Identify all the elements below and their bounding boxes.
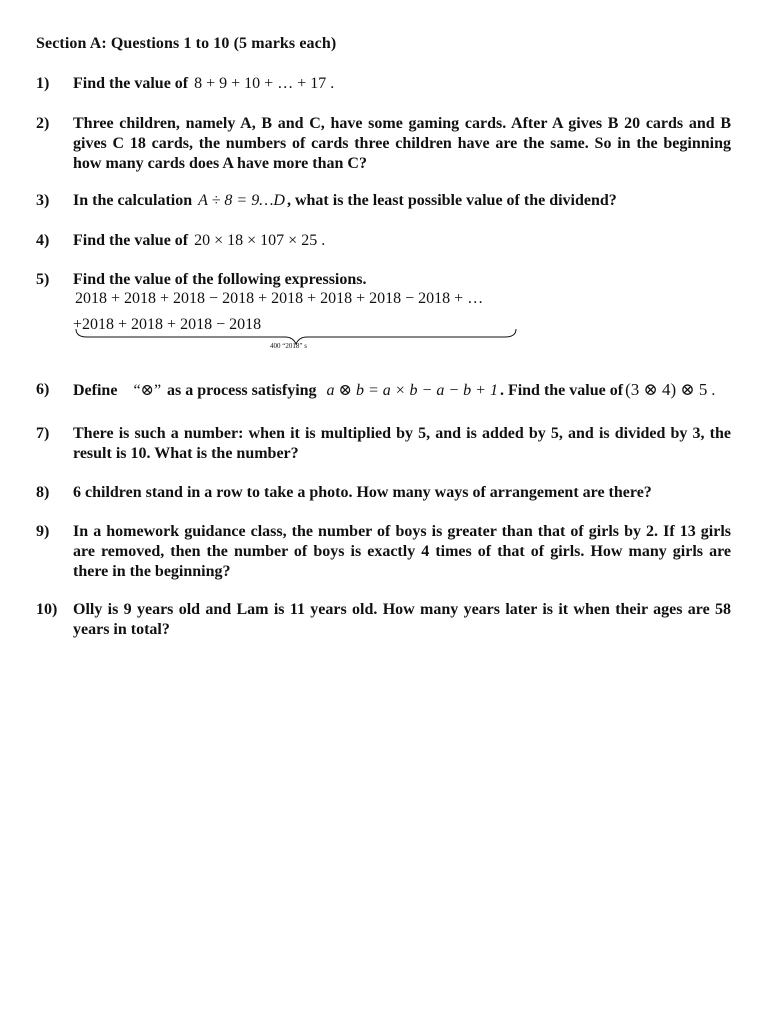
question-text-2: as a process satisfying <box>167 382 317 399</box>
question-text-3: . Find the value of <box>499 382 624 399</box>
question-8 <box>36 483 731 503</box>
math-tail: . <box>321 232 326 249</box>
question-number: 6) <box>36 381 50 398</box>
evaluate-expression: (3 ⊗ 4) ⊗ 5 <box>625 380 708 399</box>
question-4 <box>36 231 731 251</box>
math-expression: 8 + 9 + 10 + … + 17 <box>194 75 327 92</box>
question-3 <box>36 191 731 211</box>
expression-line-2: +2018 + 2018 + 2018 − 2018 <box>73 316 262 333</box>
question-number: 3) <box>36 192 50 209</box>
math-expression: A ÷ 8 = 9…D <box>198 192 285 209</box>
question-text: In a homework guidance class, the number of boys is greater than that of girls by 2. If 13 girls are removed, then the number of boys is exactly 4 times of that of girls. How many girls are there in the beginning? <box>73 523 731 580</box>
question-7 <box>36 424 731 464</box>
question-number: 5) <box>36 271 50 288</box>
question-2 <box>36 114 731 174</box>
question-5 <box>36 270 731 290</box>
section-title: Section A: Questions 1 to 10 (5 marks each) <box>36 35 337 52</box>
question-text-tail: , what is the least possible value of the dividend? <box>286 192 617 209</box>
question-number: 9) <box>36 523 50 540</box>
question-text: Find the value of <box>73 75 189 92</box>
question-text: Three children, namely A, B and C, have some gaming cards. After A gives B 20 cards and B gives C 18 cards, the numbers of cards three children have are the same. So in the beginning how many cards does A have more than C? <box>73 115 731 172</box>
math-tail: . <box>330 75 335 92</box>
otimes-symbol: “⊗” <box>133 382 162 399</box>
question-text: There is such a number: when it is multiplied by 5, and is added by 5, and is divided by 3, the result is 10. What is the number? <box>73 425 731 462</box>
math-expression: 20 × 18 × 107 × 25 <box>194 232 318 249</box>
expression-line-1: 2018 + 2018 + 2018 − 2018 + 2018 + 2018 + 2018 − 2018 + … <box>75 290 484 307</box>
question-number: 7) <box>36 425 50 442</box>
question-text: Find the value of <box>73 232 189 249</box>
question-number: 8) <box>36 484 50 501</box>
question-text: Define <box>73 382 118 399</box>
question-text: Olly is 9 years old and Lam is 11 years old. How many years later is it when their ages are 58 years in total? <box>73 601 731 638</box>
question-6 <box>36 380 731 401</box>
question-10 <box>36 600 731 640</box>
question-text: Find the value of the following expressions. <box>73 271 367 288</box>
question-number: 1) <box>36 75 50 92</box>
brace-annotation: 400 “2018” s <box>270 342 307 350</box>
question-1 <box>36 74 731 94</box>
question-number: 4) <box>36 232 50 249</box>
question-number: 2) <box>36 115 50 132</box>
question-9 <box>36 522 731 582</box>
definition-expression: a ⊗ b = a × b − a − b + 1 <box>326 382 498 399</box>
question-text: In the calculation <box>73 192 193 209</box>
question-text: 6 children stand in a row to take a photo. How many ways of arrangement are there? <box>73 484 652 501</box>
question-number: 10) <box>36 601 58 618</box>
math-tail: . <box>711 382 716 399</box>
